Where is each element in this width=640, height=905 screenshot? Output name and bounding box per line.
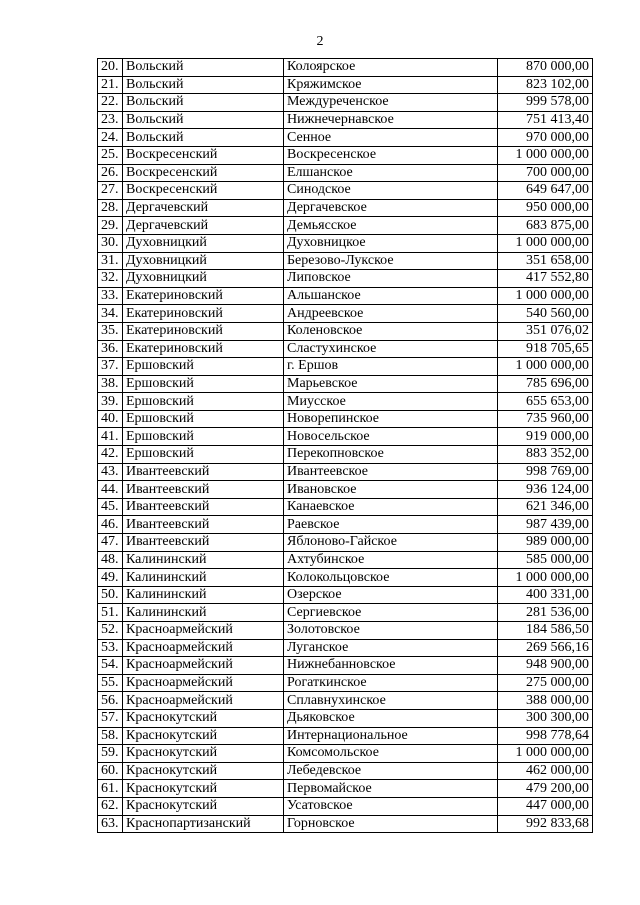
amount-cell: 1 000 000,00 <box>498 287 593 305</box>
district-cell: Духовницкий <box>123 270 284 288</box>
amount-cell: 700 000,00 <box>498 164 593 182</box>
row-number: 51. <box>98 604 123 622</box>
table-row <box>98 534 593 552</box>
district-cell: Вольский <box>123 76 284 94</box>
district-cell: Ершовский <box>123 446 284 464</box>
table-row <box>98 446 593 464</box>
settlement-cell: Комсомольское <box>284 745 498 763</box>
district-cell: Краснокутский <box>123 762 284 780</box>
district-cell: Ивантеевский <box>123 481 284 499</box>
amount-cell: 269 566,16 <box>498 639 593 657</box>
table-row <box>98 815 593 833</box>
table-row <box>98 692 593 710</box>
settlement-cell: Интернациональное <box>284 727 498 745</box>
district-cell: Вольский <box>123 111 284 129</box>
district-cell: Краснопартизанский <box>123 815 284 833</box>
row-number: 47. <box>98 534 123 552</box>
row-number: 25. <box>98 146 123 164</box>
allocation-table <box>97 58 593 833</box>
table-row <box>98 393 593 411</box>
amount-cell: 998 769,00 <box>498 463 593 481</box>
settlement-cell: Канаевское <box>284 498 498 516</box>
row-number: 23. <box>98 111 123 129</box>
row-number: 27. <box>98 182 123 200</box>
settlement-cell: Нижнебанновское <box>284 657 498 675</box>
district-cell: Красноармейский <box>123 674 284 692</box>
amount-cell: 540 560,00 <box>498 305 593 323</box>
settlement-cell: г. Ершов <box>284 358 498 376</box>
settlement-cell: Березово-Лукское <box>284 252 498 270</box>
settlement-cell: Коленовское <box>284 322 498 340</box>
amount-cell: 462 000,00 <box>498 762 593 780</box>
table-row <box>98 428 593 446</box>
table-row <box>98 252 593 270</box>
district-cell: Вольский <box>123 129 284 147</box>
settlement-cell: Междуреченское <box>284 94 498 112</box>
district-cell: Дергачевский <box>123 199 284 217</box>
table-row <box>98 340 593 358</box>
district-cell: Ершовский <box>123 410 284 428</box>
settlement-cell: Озерское <box>284 586 498 604</box>
district-cell: Ивантеевский <box>123 463 284 481</box>
district-cell: Воскресенский <box>123 164 284 182</box>
table-row <box>98 727 593 745</box>
table-row <box>98 498 593 516</box>
amount-cell: 275 000,00 <box>498 674 593 692</box>
amount-cell: 447 000,00 <box>498 797 593 815</box>
row-number: 31. <box>98 252 123 270</box>
amount-cell: 987 439,00 <box>498 516 593 534</box>
table-row <box>98 463 593 481</box>
amount-cell: 1 000 000,00 <box>498 234 593 252</box>
district-cell: Красноармейский <box>123 639 284 657</box>
row-number: 46. <box>98 516 123 534</box>
table-row <box>98 410 593 428</box>
table-row <box>98 322 593 340</box>
district-cell: Ершовский <box>123 375 284 393</box>
settlement-cell: Ивантеевское <box>284 463 498 481</box>
district-cell: Калининский <box>123 604 284 622</box>
table-body <box>98 59 593 833</box>
settlement-cell: Яблоново-Гайское <box>284 534 498 552</box>
amount-cell: 300 300,00 <box>498 709 593 727</box>
row-number: 34. <box>98 305 123 323</box>
settlement-cell: Первомайское <box>284 780 498 798</box>
row-number: 44. <box>98 481 123 499</box>
table-row <box>98 551 593 569</box>
district-cell: Вольский <box>123 94 284 112</box>
amount-cell: 683 875,00 <box>498 217 593 235</box>
settlement-cell: Марьевское <box>284 375 498 393</box>
amount-cell: 948 900,00 <box>498 657 593 675</box>
amount-cell: 479 200,00 <box>498 780 593 798</box>
table-row <box>98 111 593 129</box>
settlement-cell: Альшанское <box>284 287 498 305</box>
amount-cell: 351 076,02 <box>498 322 593 340</box>
row-number: 48. <box>98 551 123 569</box>
settlement-cell: Сенное <box>284 129 498 147</box>
settlement-cell: Ахтубинское <box>284 551 498 569</box>
amount-cell: 918 705,65 <box>498 340 593 358</box>
settlement-cell: Луганское <box>284 639 498 657</box>
table-row <box>98 762 593 780</box>
settlement-cell: Перекопновское <box>284 446 498 464</box>
table-row <box>98 199 593 217</box>
district-cell: Калининский <box>123 551 284 569</box>
row-number: 54. <box>98 657 123 675</box>
row-number: 52. <box>98 622 123 640</box>
amount-cell: 999 578,00 <box>498 94 593 112</box>
row-number: 32. <box>98 270 123 288</box>
settlement-cell: Андреевское <box>284 305 498 323</box>
row-number: 24. <box>98 129 123 147</box>
amount-cell: 998 778,64 <box>498 727 593 745</box>
district-cell: Воскресенский <box>123 182 284 200</box>
row-number: 58. <box>98 727 123 745</box>
settlement-cell: Духовницкое <box>284 234 498 252</box>
row-number: 28. <box>98 199 123 217</box>
row-number: 42. <box>98 446 123 464</box>
row-number: 50. <box>98 586 123 604</box>
row-number: 21. <box>98 76 123 94</box>
amount-cell: 1 000 000,00 <box>498 358 593 376</box>
settlement-cell: Горновское <box>284 815 498 833</box>
settlement-cell: Дьяковское <box>284 709 498 727</box>
settlement-cell: Колокольцовское <box>284 569 498 587</box>
table-row <box>98 59 593 77</box>
district-cell: Краснокутский <box>123 797 284 815</box>
district-cell: Екатериновский <box>123 287 284 305</box>
table-row <box>98 375 593 393</box>
row-number: 57. <box>98 709 123 727</box>
district-cell: Краснокутский <box>123 709 284 727</box>
row-number: 40. <box>98 410 123 428</box>
district-cell: Красноармейский <box>123 657 284 675</box>
amount-cell: 585 000,00 <box>498 551 593 569</box>
row-number: 26. <box>98 164 123 182</box>
amount-cell: 950 000,00 <box>498 199 593 217</box>
amount-cell: 870 000,00 <box>498 59 593 77</box>
settlement-cell: Демьясское <box>284 217 498 235</box>
district-cell: Воскресенский <box>123 146 284 164</box>
settlement-cell: Воскресенское <box>284 146 498 164</box>
district-cell: Ивантеевский <box>123 516 284 534</box>
amount-cell: 400 331,00 <box>498 586 593 604</box>
district-cell: Ершовский <box>123 393 284 411</box>
settlement-cell: Сплавнухинское <box>284 692 498 710</box>
district-cell: Краснокутский <box>123 727 284 745</box>
settlement-cell: Ивановское <box>284 481 498 499</box>
amount-cell: 621 346,00 <box>498 498 593 516</box>
row-number: 61. <box>98 780 123 798</box>
row-number: 39. <box>98 393 123 411</box>
district-cell: Вольский <box>123 59 284 77</box>
amount-cell: 751 413,40 <box>498 111 593 129</box>
row-number: 49. <box>98 569 123 587</box>
table-row <box>98 270 593 288</box>
row-number: 30. <box>98 234 123 252</box>
amount-cell: 1 000 000,00 <box>498 569 593 587</box>
table-row <box>98 780 593 798</box>
settlement-cell: Колоярское <box>284 59 498 77</box>
row-number: 38. <box>98 375 123 393</box>
amount-cell: 989 000,00 <box>498 534 593 552</box>
district-cell: Краснокутский <box>123 780 284 798</box>
row-number: 33. <box>98 287 123 305</box>
row-number: 56. <box>98 692 123 710</box>
table-row <box>98 481 593 499</box>
table-row <box>98 745 593 763</box>
row-number: 53. <box>98 639 123 657</box>
amount-cell: 1 000 000,00 <box>498 745 593 763</box>
table-row <box>98 709 593 727</box>
table-row <box>98 129 593 147</box>
settlement-cell: Липовское <box>284 270 498 288</box>
table-row <box>98 586 593 604</box>
amount-cell: 992 833,68 <box>498 815 593 833</box>
settlement-cell: Кряжимское <box>284 76 498 94</box>
table-row <box>98 639 593 657</box>
settlement-cell: Дергачевское <box>284 199 498 217</box>
amount-cell: 1 000 000,00 <box>498 146 593 164</box>
row-number: 59. <box>98 745 123 763</box>
amount-cell: 655 653,00 <box>498 393 593 411</box>
settlement-cell: Раевское <box>284 516 498 534</box>
district-cell: Красноармейский <box>123 692 284 710</box>
amount-cell: 417 552,80 <box>498 270 593 288</box>
amount-cell: 735 960,00 <box>498 410 593 428</box>
table-row <box>98 569 593 587</box>
district-cell: Ивантеевский <box>123 534 284 552</box>
district-cell: Ершовский <box>123 428 284 446</box>
district-cell: Краснокутский <box>123 745 284 763</box>
row-number: 45. <box>98 498 123 516</box>
settlement-cell: Нижнечернавское <box>284 111 498 129</box>
table-row <box>98 358 593 376</box>
district-cell: Калининский <box>123 569 284 587</box>
settlement-cell: Сластухинское <box>284 340 498 358</box>
table-row <box>98 797 593 815</box>
amount-cell: 883 352,00 <box>498 446 593 464</box>
settlement-cell: Миусское <box>284 393 498 411</box>
settlement-cell: Новосельское <box>284 428 498 446</box>
amount-cell: 919 000,00 <box>498 428 593 446</box>
table-row <box>98 657 593 675</box>
page-number: 2 <box>316 34 324 49</box>
district-cell: Дергачевский <box>123 217 284 235</box>
row-number: 35. <box>98 322 123 340</box>
table-row <box>98 217 593 235</box>
table-row <box>98 146 593 164</box>
district-cell: Духовницкий <box>123 234 284 252</box>
amount-cell: 388 000,00 <box>498 692 593 710</box>
table-row <box>98 516 593 534</box>
row-number: 62. <box>98 797 123 815</box>
row-number: 20. <box>98 59 123 77</box>
row-number: 43. <box>98 463 123 481</box>
table-row <box>98 234 593 252</box>
settlement-cell: Сергиевское <box>284 604 498 622</box>
amount-cell: 936 124,00 <box>498 481 593 499</box>
table-row <box>98 76 593 94</box>
row-number: 55. <box>98 674 123 692</box>
row-number: 29. <box>98 217 123 235</box>
settlement-cell: Елшанское <box>284 164 498 182</box>
row-number: 36. <box>98 340 123 358</box>
settlement-cell: Синодское <box>284 182 498 200</box>
row-number: 37. <box>98 358 123 376</box>
district-cell: Красноармейский <box>123 622 284 640</box>
settlement-cell: Золотовское <box>284 622 498 640</box>
amount-cell: 184 586,50 <box>498 622 593 640</box>
amount-cell: 785 696,00 <box>498 375 593 393</box>
district-cell: Калининский <box>123 586 284 604</box>
row-number: 63. <box>98 815 123 833</box>
row-number: 22. <box>98 94 123 112</box>
district-cell: Ершовский <box>123 358 284 376</box>
amount-cell: 970 000,00 <box>498 129 593 147</box>
amount-cell: 281 536,00 <box>498 604 593 622</box>
amount-cell: 351 658,00 <box>498 252 593 270</box>
table-row <box>98 182 593 200</box>
settlement-cell: Лебедевское <box>284 762 498 780</box>
table-row <box>98 287 593 305</box>
district-cell: Екатериновский <box>123 340 284 358</box>
district-cell: Екатериновский <box>123 322 284 340</box>
row-number: 60. <box>98 762 123 780</box>
settlement-cell: Рогаткинское <box>284 674 498 692</box>
table-row <box>98 674 593 692</box>
district-cell: Ивантеевский <box>123 498 284 516</box>
district-cell: Екатериновский <box>123 305 284 323</box>
table-row <box>98 622 593 640</box>
table-row <box>98 604 593 622</box>
row-number: 41. <box>98 428 123 446</box>
table-row <box>98 94 593 112</box>
amount-cell: 649 647,00 <box>498 182 593 200</box>
table-row <box>98 164 593 182</box>
settlement-cell: Усатовское <box>284 797 498 815</box>
district-cell: Духовницкий <box>123 252 284 270</box>
table-row <box>98 305 593 323</box>
settlement-cell: Новорепинское <box>284 410 498 428</box>
amount-cell: 823 102,00 <box>498 76 593 94</box>
